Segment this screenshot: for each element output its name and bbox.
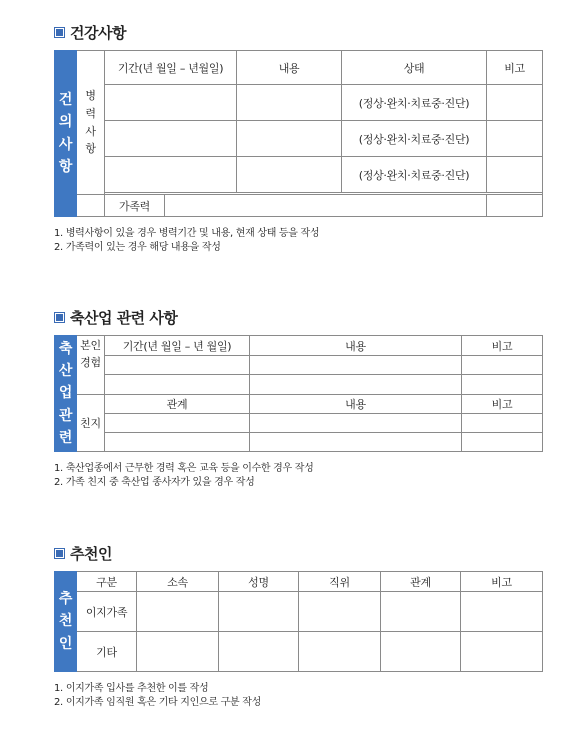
rel-remark-cell[interactable] — [462, 433, 543, 452]
own-header-period: 기간(년 월일 – 년 월일) — [105, 336, 250, 356]
own-content-cell[interactable] — [250, 356, 462, 375]
relation-cell[interactable] — [381, 592, 461, 632]
health-notes: 1. 병력사항이 있을 경우 병력기간 및 내용, 현재 상태 등을 작성 2. 가족력이 있는 경우 해당 내용을 작성 — [54, 228, 320, 253]
rel-content-cell[interactable] — [250, 433, 462, 452]
square-bullet-icon — [54, 312, 65, 323]
livestock-notes: 1. 축산업종에서 근무한 경력 혹은 교육 등을 이수한 경우 작성 2. 가족 친지 중 축산업 종사자가 있을 경우 작성 — [54, 463, 314, 488]
row-label-other: 기타 — [77, 632, 137, 672]
own-header-remark: 비고 — [462, 336, 543, 356]
period-cell[interactable] — [105, 157, 237, 193]
square-bullet-icon — [54, 548, 65, 559]
row-label-ezifamily: 이지가족 — [77, 592, 137, 632]
recommender-notes: 1. 이지가족 입사를 추천한 이를 작성 2. 이지가족 임직원 혹은 기타 지인으로 구분 작성 — [54, 683, 261, 708]
livestock-side-label: 축 산 업 관 련 — [55, 336, 77, 452]
rel-relation-cell[interactable] — [105, 414, 250, 433]
own-remark-cell[interactable] — [462, 375, 543, 395]
rel-relation-cell[interactable] — [105, 433, 250, 452]
livestock-section — [54, 307, 542, 490]
period-cell[interactable] — [105, 85, 237, 121]
livestock-title: 축산업 관련 사항 — [54, 307, 542, 327]
header-affiliation: 소속 — [137, 572, 219, 592]
relatives-label: 친지 — [77, 395, 105, 452]
header-status: 상태 — [342, 51, 487, 85]
header-remark: 비고 — [461, 572, 543, 592]
own-remark-cell[interactable] — [462, 356, 543, 375]
health-section — [54, 22, 542, 255]
health-side-label: 건 의 사 항 — [55, 51, 77, 217]
own-content-cell[interactable] — [250, 375, 462, 395]
affiliation-cell[interactable] — [137, 592, 219, 632]
header-remark: 비고 — [487, 51, 543, 85]
remark-cell[interactable] — [461, 592, 543, 632]
remark-cell[interactable] — [487, 85, 543, 121]
own-experience-label: 본인 경험 — [77, 336, 105, 395]
rel-header-remark: 비고 — [462, 395, 543, 414]
own-period-cell[interactable] — [105, 356, 250, 375]
rel-header-relation: 관계 — [105, 395, 250, 414]
header-position: 직위 — [299, 572, 381, 592]
name-cell[interactable] — [219, 592, 299, 632]
status-cell[interactable]: (정상·완치·치료중·진단) — [342, 157, 487, 193]
period-cell[interactable] — [105, 121, 237, 157]
remark-cell[interactable] — [487, 121, 543, 157]
own-header-content: 내용 — [250, 336, 462, 356]
header-relation: 관계 — [381, 572, 461, 592]
own-period-cell[interactable] — [105, 375, 250, 395]
health-table — [54, 50, 543, 217]
disease-history-label: 병 력 사 항 — [77, 51, 105, 195]
rel-content-cell[interactable] — [250, 414, 462, 433]
remark-cell[interactable] — [487, 157, 543, 193]
rel-header-content: 내용 — [250, 395, 462, 414]
health-title: 건강사항 — [54, 22, 542, 42]
content-cell[interactable] — [237, 157, 342, 193]
header-name: 성명 — [219, 572, 299, 592]
status-cell[interactable]: (정상·완치·치료중·진단) — [342, 121, 487, 157]
livestock-table — [54, 335, 543, 452]
header-period: 기간(년 월일 – 년월일) — [105, 51, 237, 85]
name-cell[interactable] — [219, 632, 299, 672]
recommender-title: 추천인 — [54, 543, 542, 563]
family-remark-cell[interactable] — [487, 195, 543, 217]
affiliation-cell[interactable] — [137, 632, 219, 672]
rel-remark-cell[interactable] — [462, 414, 543, 433]
status-cell[interactable]: (정상·완치·치료중·진단) — [342, 85, 487, 121]
content-cell[interactable] — [237, 121, 342, 157]
remark-cell[interactable] — [461, 632, 543, 672]
square-bullet-icon — [54, 27, 65, 38]
recommender-section — [54, 543, 542, 710]
position-cell[interactable] — [299, 632, 381, 672]
family-history-label: 가족력 — [105, 195, 165, 217]
header-content: 내용 — [237, 51, 342, 85]
recommender-table — [54, 571, 543, 672]
recommender-side-label: 추 천 인 — [55, 572, 77, 672]
header-category: 구분 — [77, 572, 137, 592]
relation-cell[interactable] — [381, 632, 461, 672]
family-history-cell[interactable] — [165, 195, 487, 217]
content-cell[interactable] — [237, 85, 342, 121]
position-cell[interactable] — [299, 592, 381, 632]
